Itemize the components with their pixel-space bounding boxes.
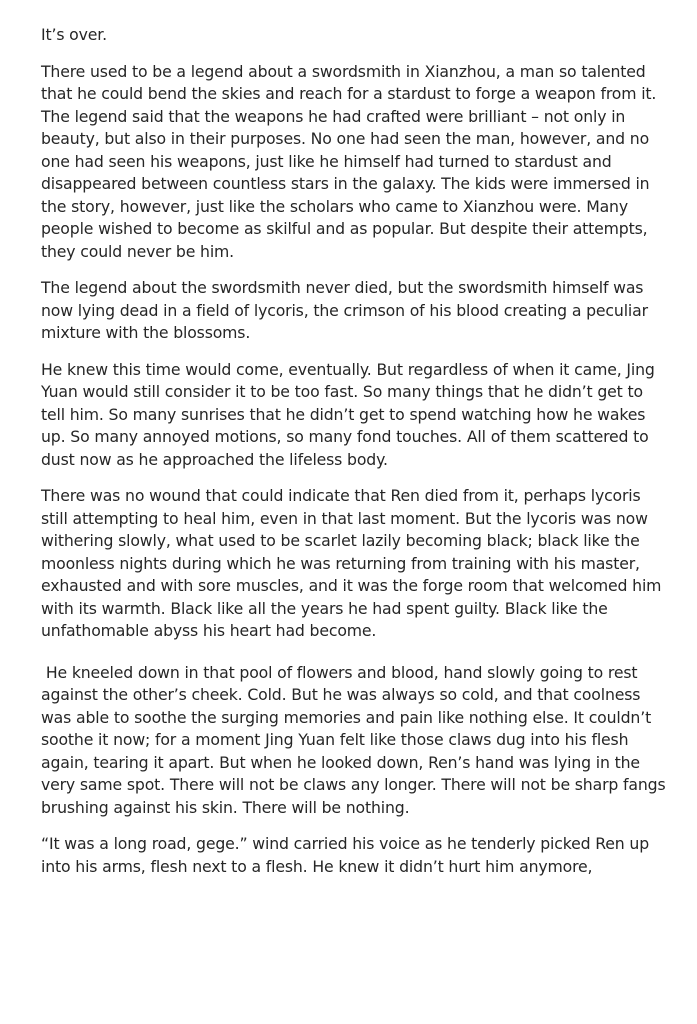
paragraph-5: There was no wound that could indicate that Ren died from it, perhaps lycoris still attempting to heal him, even in that last moment. But the lycoris was now withering slowly, what used to be scarlet lazily becoming black; black like the moonless nights during which he was returning from training with his master, exhausted and with sore muscles, and it was the forge room that welcomed him with its warmth. Black like all the years he had spent guilty. Black like the unfathomable abyss his heart had become.: [41, 486, 662, 640]
paragraph-6: He kneeled down in that pool of flowers and blood, hand slowly going to rest against the other’s cheek. Cold. But he was always so cold, and that coolness was able to soothe the surging memories and pain like nothing else. It couldn’t soothe it now; for a moment Jing Yuan felt like those claws dug into his flesh again, tearing it apart. But when he looked down, Ren’s hand was lying in the very same spot. There will not be claws any longer. There will not be sharp fangs brushing against his skin. There will be nothing.: [41, 662, 666, 817]
paragraph-3: The legend about the swordsmith never died, but the swordsmith himself was now lying dead in a field of lycoris, the crimson of his blood creating a peculiar mixture with the blossoms.: [41, 278, 648, 342]
paragraph-1: It’s over.: [41, 25, 107, 44]
paragraph-7: “It was a long road, gege.” wind carried his voice as he tenderly picked Ren up into his arms, flesh next to a flesh. He knew it didn’t hurt him anymore,: [41, 834, 650, 876]
paragraph-2: There used to be a legend about a swordsmith in Xianzhou, a man so talented that he could bend the skies and reach for a stardust to forge a weapon from it. The legend said that the weapons he had crafted were brilliant – not only in beauty, but also in their purposes. No one had seen the man, however, and no one had seen his weapons, just like he himself had turned to stardust and disappeared between countless stars in the galaxy. The kids were immersed in the story, however, just like the scholars who came to Xianzhou were. Many people wished to become as skilful and as popular. But despite their attempts, they could never be him.: [41, 61, 657, 261]
paragraph-4: He knew this time would come, eventually. But regardless of when it came, Jing Yuan would still consider it to be too fast. So many things that he didn’t get to tell him. So many sunrises that he didn’t get to spend watching how he wakes up. So many annoyed motions, so many fond touches. All of them scattered to dust now as he approached the lifeless body.: [41, 359, 655, 469]
